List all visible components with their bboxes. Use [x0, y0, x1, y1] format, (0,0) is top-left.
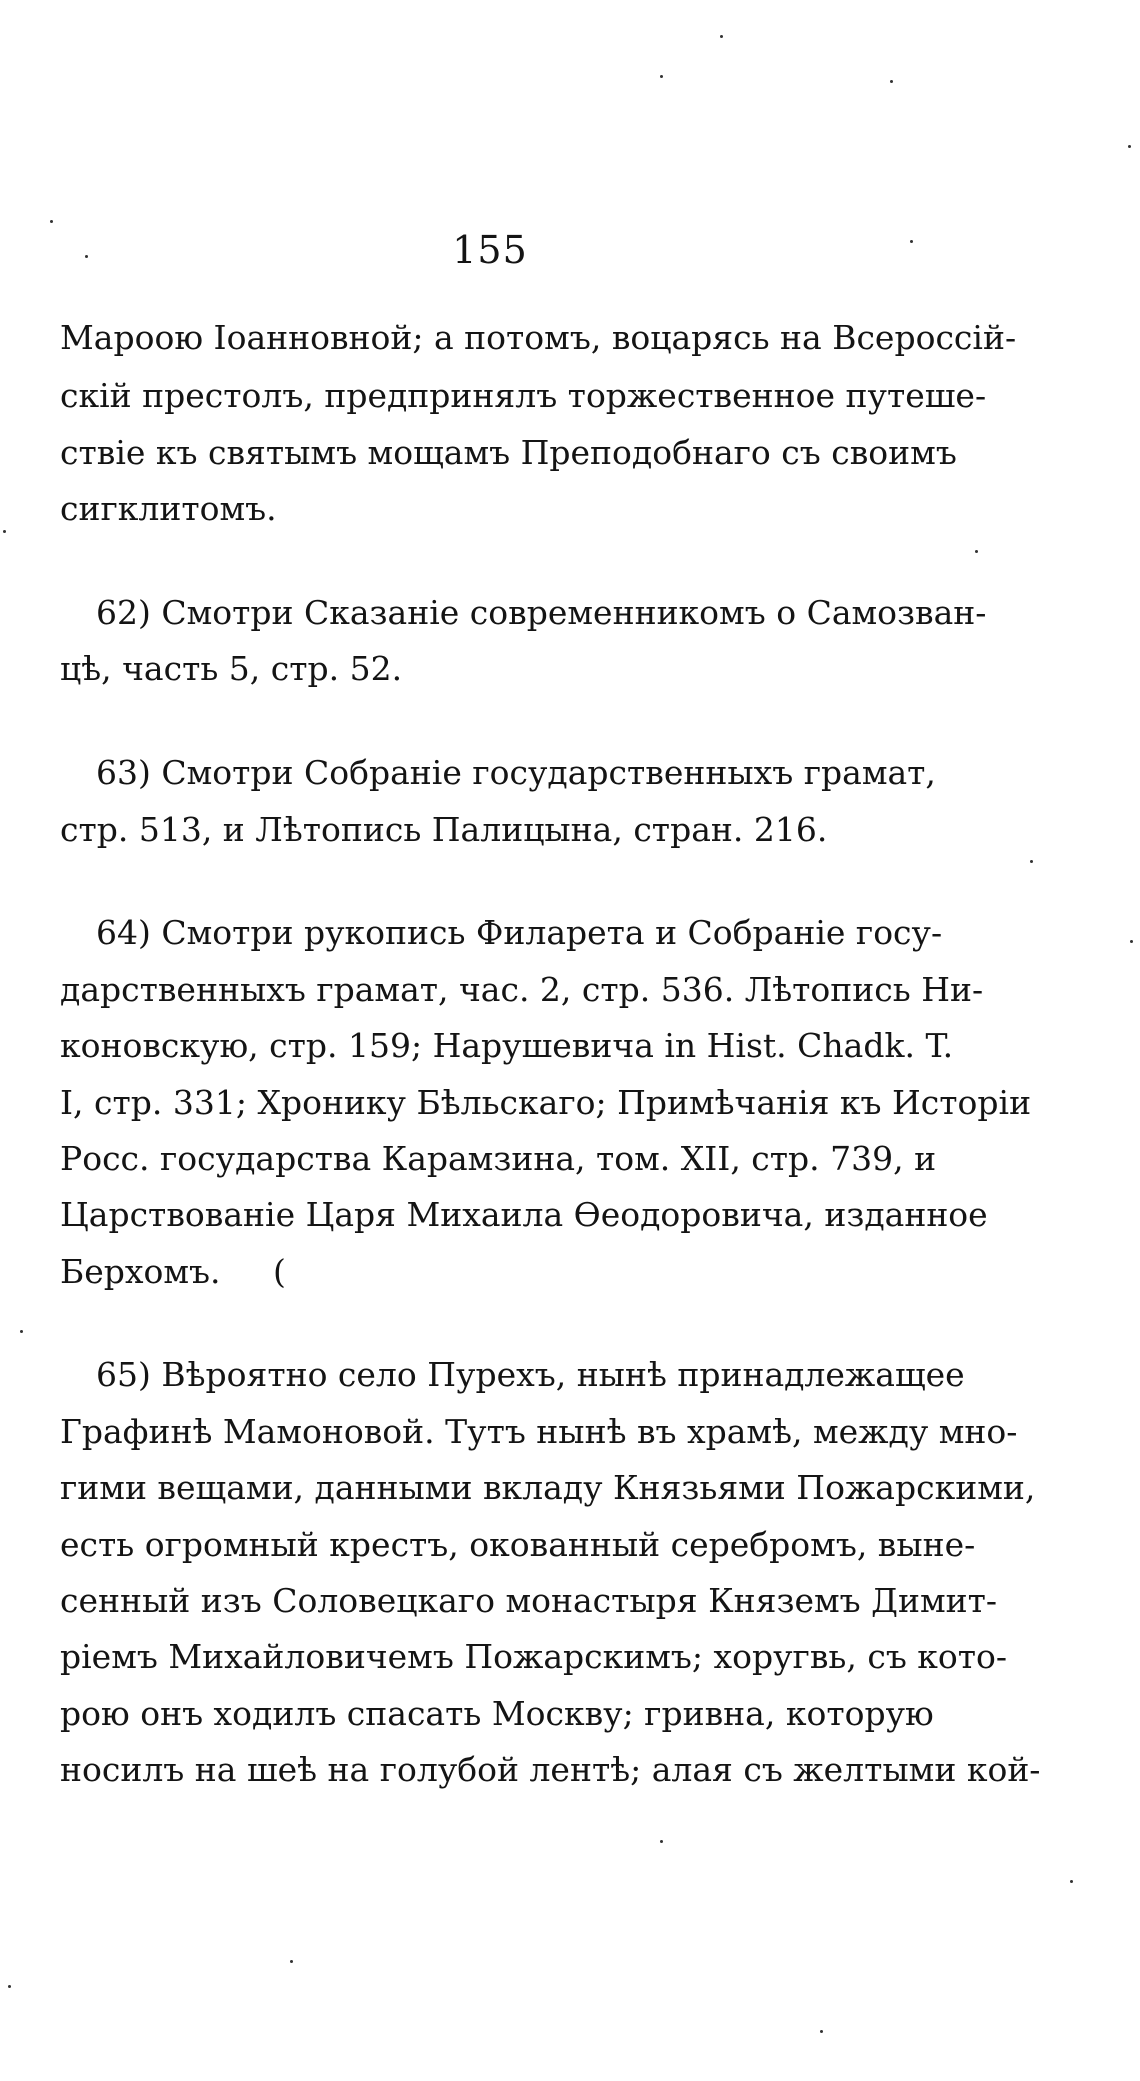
- scan-speck: [975, 550, 978, 553]
- footnote-64-line: Берхомъ. (: [60, 1252, 286, 1291]
- scan-speck: [910, 240, 913, 243]
- footnote-65-line: Графинѣ Мамоновой. Тутъ нынѣ въ храмѣ, между мно-: [60, 1412, 1018, 1451]
- text-line: скій престолъ, предпринялъ торжественное путеше-: [60, 376, 987, 415]
- scan-speck: [660, 75, 663, 78]
- text-line: ствіе къ святымъ мощамъ Преподобнаго съ своимъ: [60, 433, 957, 472]
- scan-speck: [3, 530, 6, 533]
- page-number: 155: [452, 228, 528, 272]
- footnote-64-line: Росс. государства Карамзина, том. XII, стр. 739, и: [60, 1139, 937, 1178]
- footnote-65-line: гими вещами, данными вкладу Князьями Пожарскими,: [60, 1468, 1036, 1507]
- scan-speck: [1128, 145, 1131, 148]
- footnote-65-line: ріемъ Михайловичемъ Пожарскимъ; хоругвь, съ кото-: [60, 1637, 1008, 1676]
- text-line: сигклитомъ.: [60, 489, 277, 528]
- footnote-63-line: стр. 513, и Лѣтопись Палицына, стран. 216.: [60, 810, 828, 849]
- footnote-63-line: 63) Смотри Собраніе государственныхъ грамат,: [96, 753, 936, 792]
- scan-speck: [1030, 860, 1033, 863]
- footnote-62-line: цѣ, часть 5, стр. 52.: [60, 649, 403, 688]
- scan-speck: [8, 1985, 11, 1988]
- text-line: Мароою Іоанновной; а потомъ, воцарясь на Всероссій-: [60, 318, 1017, 357]
- scan-speck: [890, 80, 893, 83]
- scan-speck: [1130, 940, 1133, 943]
- scan-speck: [720, 35, 723, 38]
- footnote-64-line: I, стр. 331; Хронику Бѣльскаго; Примѣчанія къ Исторіи: [60, 1083, 1032, 1122]
- footnote-64-line: Царствованіе Царя Михаила Өеодоровича, изданное: [60, 1195, 988, 1234]
- footnote-64-line: коновскую, стр. 159; Нарушевича in Hist. Chadk. T.: [60, 1026, 954, 1065]
- scan-speck: [1070, 1880, 1073, 1883]
- scan-speck: [85, 255, 88, 258]
- footnote-65-line: носилъ на шеѣ на голубой лентѣ; алая съ желтыми кой-: [60, 1750, 1041, 1789]
- footnote-62-line: 62) Смотри Сказаніе современникомъ о Самозван-: [96, 593, 987, 632]
- scan-speck: [20, 1330, 23, 1333]
- scan-speck: [290, 1960, 293, 1963]
- footnote-65-line: есть огромный крестъ, окованный серебромъ, выне-: [60, 1525, 976, 1564]
- footnote-65-line: 65) Вѣроятно село Пурехъ, нынѣ принадлежащее: [96, 1355, 965, 1394]
- footnote-64-line: дарственныхъ грамат, час. 2, стр. 536. Лѣтопись Ни-: [60, 970, 984, 1009]
- scan-speck: [820, 2030, 823, 2033]
- scan-speck: [50, 220, 53, 223]
- footnote-64-line: 64) Смотри рукопись Филарета и Собраніе госу-: [96, 913, 943, 952]
- footnote-65-line: сенный изъ Соловецкаго монастыря Княземъ Димит-: [60, 1581, 998, 1620]
- scan-speck: [660, 1840, 663, 1843]
- footnote-65-line: рою онъ ходилъ спасать Москву; гривна, которую: [60, 1694, 934, 1733]
